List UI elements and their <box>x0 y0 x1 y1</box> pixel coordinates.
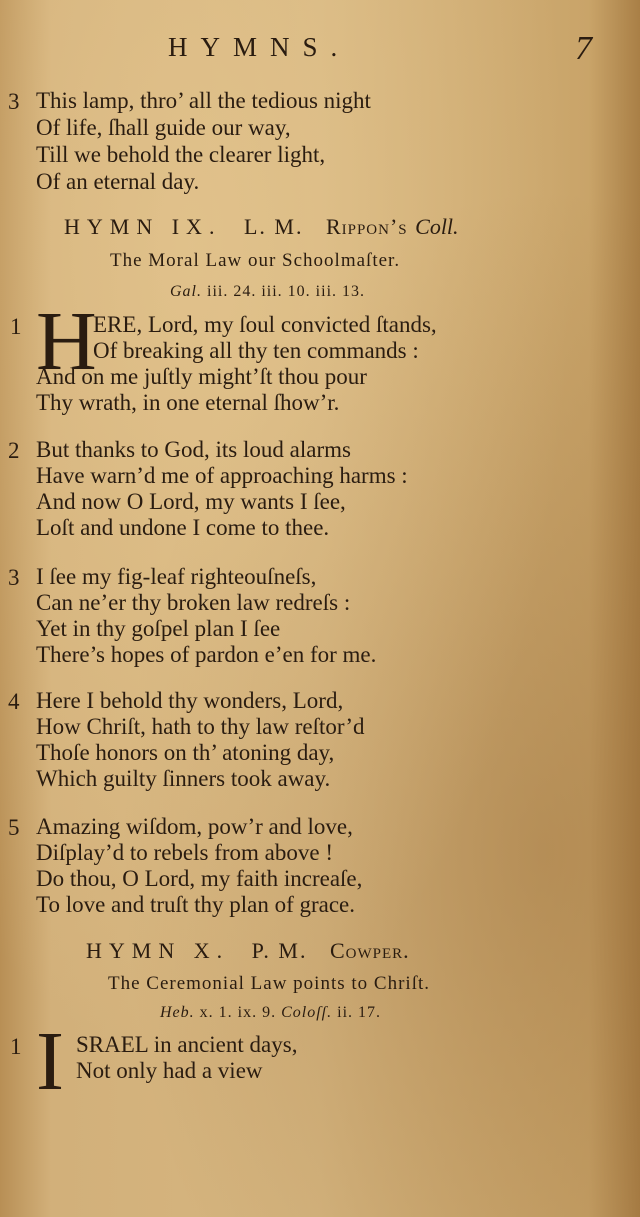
reference-book: Heb. <box>160 1004 195 1021</box>
verse-number: 4 <box>8 689 20 714</box>
scripture-reference <box>170 283 365 301</box>
verse-line: Not only had a view <box>76 1058 263 1083</box>
reference-text: x. 1. ix. 9. <box>199 1004 277 1021</box>
verse-line: Have warn’d me of approaching harms : <box>36 463 408 488</box>
verse-line: This lamp, thro’ all the tedious night <box>36 88 371 113</box>
hymn-number: HYMN X. <box>86 938 230 963</box>
verse-line: Yet in thy goſpel plan I ſee <box>36 616 281 641</box>
verse-number: 3 <box>8 89 20 114</box>
verse-number: 1 <box>10 1034 22 1059</box>
reference-book: Coloſſ. <box>281 1004 333 1021</box>
drop-cap: I <box>36 1015 64 1108</box>
verse-line: Diſplay’d to rebels from above ! <box>36 840 333 865</box>
verse-line: Amazing wiſdom, pow’r and love, <box>36 814 353 839</box>
verse-line: Thy wrath, in one eternal ſhow’r. <box>36 390 340 415</box>
verse-line: Of breaking all thy ten commands : <box>93 338 419 363</box>
page-number: 7 <box>575 30 592 67</box>
hymn-subtitle: The Ceremonial Law points to Chriſt. <box>108 973 431 994</box>
verse-line: How Chriſt, hath to thy law reſtor’d <box>36 714 365 739</box>
verse-line: Thoſe honors on th’ atoning day, <box>36 740 335 765</box>
reference-book: Gal. <box>170 283 202 300</box>
hymn-source: Rippon’s <box>325 214 408 239</box>
verse-line: Here I behold thy wonders, Lord, <box>36 688 344 713</box>
verse-number: 2 <box>8 438 20 463</box>
hymn-number: HYMN IX. <box>64 214 222 239</box>
verse-line: To love and truſt thy plan of grace. <box>36 892 356 917</box>
verse-line: Of life, ſhall guide our way, <box>36 115 291 140</box>
verse-line: Which guilty ſinners took away. <box>36 766 331 791</box>
verse-line: ERE, Lord, my ſoul convicted ſtands, <box>93 312 437 337</box>
verse-line: But thanks to God, its loud alarms <box>36 437 351 462</box>
hymn-heading <box>86 938 410 964</box>
verse-line: Till we behold the clearer light, <box>36 142 326 167</box>
verse-number: 5 <box>8 815 20 840</box>
hymn-meter: L. M. <box>243 214 304 239</box>
verse-number: 1 <box>10 314 22 339</box>
running-head: HYMNS. <box>168 32 351 62</box>
hymn-subtitle: The Moral Law our Schoolmaſter. <box>110 250 401 271</box>
reference-text: ii. 17. <box>337 1004 382 1021</box>
verse-line: There’s hopes of pardon e’en for me. <box>36 642 377 667</box>
hymn-source-abbrev: Coll. <box>415 214 459 239</box>
reference-text: iii. 24. iii. 10. iii. 13. <box>207 283 366 300</box>
verse-line: SRAEL in ancient days, <box>76 1032 298 1057</box>
verse-line: I ſee my fig-leaf righteouſneſs, <box>36 564 317 589</box>
verse-line: Can ne’er thy broken law redreſs : <box>36 590 351 615</box>
verse-line: And on me juſtly might’ſt thou pour <box>36 364 367 389</box>
verse-number: 3 <box>8 565 20 590</box>
hymn-source: Cowper. <box>329 938 410 963</box>
scripture-reference <box>160 1004 381 1022</box>
hymn-heading <box>64 214 459 240</box>
verse-line: Do thou, O Lord, my faith increaſe, <box>36 866 363 891</box>
drop-cap: H <box>36 295 97 388</box>
verse-line: Of an eternal day. <box>36 169 200 194</box>
verse-line: Loſt and undone I come to thee. <box>36 515 330 540</box>
verse-line: And now O Lord, my wants I ſee, <box>36 489 346 514</box>
hymn-meter: P. M. <box>251 938 308 963</box>
